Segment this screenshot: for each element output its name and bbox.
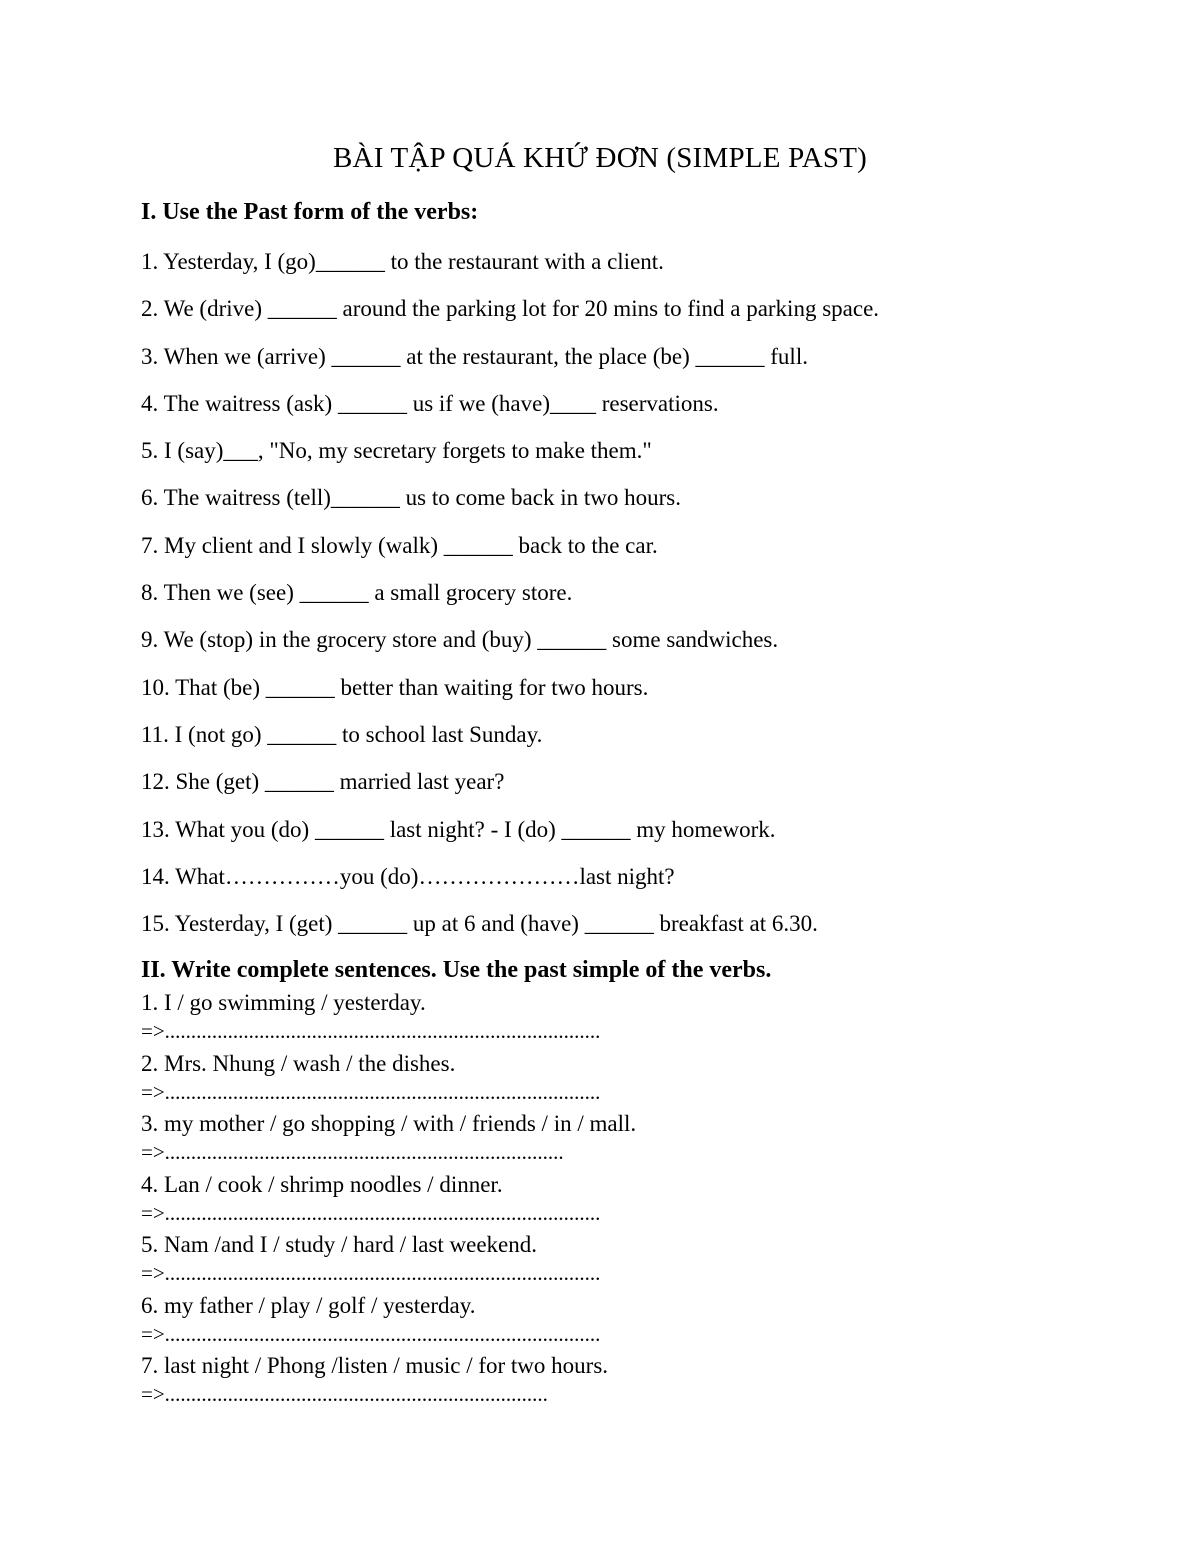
exercise-1-item: 9. We (stop) in the grocery store and (buy) ______ some sandwiches.: [141, 627, 779, 653]
sentence-prompt: 5. Nam /and I / study / hard / last weekend.: [141, 1232, 538, 1257]
exercise-2-item: [141, 1170, 636, 1231]
exercise-2-item: [141, 1049, 636, 1110]
exercise-1-item: 5. I (say)___, "No, my secretary forgets to make them.": [141, 438, 652, 464]
section-1-heading: I. Use the Past form of the verbs:: [141, 199, 479, 225]
exercise-1-item: 8. Then we (see) ______ a small grocery store.: [141, 580, 573, 606]
exercise-1-list: [141, 247, 879, 956]
exercise-1-item: 6. The waitress (tell)______ us to come back in two hours.: [141, 485, 681, 511]
exercise-1-item: 7. My client and I slowly (walk) ______ back to the car.: [141, 532, 658, 558]
exercise-1-item: 4. The waitress (ask) ______ us if we (have)____ reservations.: [141, 390, 719, 416]
exercise-1-item: 12. She (get) ______ married last year?: [141, 769, 505, 795]
answer-line: =>............................................................................: [141, 1140, 564, 1164]
exercise-2-list: [141, 988, 636, 1412]
exercise-2-item: [141, 1291, 636, 1352]
exercise-1-item: 3. When we (arrive) ______ at the restaurant, the place (be) ______ full.: [141, 343, 808, 369]
exercise-2-item: [141, 1230, 636, 1291]
section-2-heading: II. Write complete sentences. Use the past simple of the verbs.: [141, 957, 772, 983]
sentence-prompt: 6. my father / play / golf / yesterday.: [141, 1292, 476, 1318]
exercise-1-item: 1. Yesterday, I (go)______ to the restaurant with a client.: [141, 249, 664, 274]
exercise-1-item: 14. What……………you (do)…………………last night?: [141, 863, 675, 889]
exercise-1-item: 15. Yesterday, I (get) ______ up at 6 and (have) ______ breakfast at 6.30.: [141, 911, 818, 937]
exercise-1-item: 2. We (drive) ______ around the parking lot for 20 mins to find a parking space.: [141, 296, 880, 322]
exercise-1-item: 10. That (be) ______ better than waiting for two hours.: [141, 674, 649, 700]
sentence-prompt: 7. last night / Phong /listen / music / for two hours.: [141, 1353, 609, 1378]
sentence-prompt: 4. Lan / cook / shrimp noodles / dinner.: [141, 1171, 503, 1197]
answer-line: =>...................................................................................: [141, 1200, 601, 1225]
exercise-2-item: [141, 1351, 636, 1412]
sentence-prompt: 2. Mrs. Nhung / wash / the dishes.: [141, 1050, 456, 1076]
answer-line: =>...................................................................................: [141, 1019, 601, 1043]
exercise-2-item: [141, 1109, 636, 1170]
exercise-2-item: [141, 988, 636, 1049]
sentence-prompt: 1. I / go swimming / yesterday.: [141, 990, 426, 1015]
page-title: BÀI TẬP QUÁ KHỨ ĐƠN (SIMPLE PAST): [333, 142, 867, 174]
answer-line: =>...................................................................................: [141, 1321, 601, 1346]
exercise-1-item: 11. I (not go) ______ to school last Sunday.: [141, 721, 543, 747]
exercise-1-item: 13. What you (do) ______ last night? - I (do) ______ my homework.: [141, 816, 776, 842]
sentence-prompt: 3. my mother / go shopping / with / friends / in / mall.: [141, 1111, 637, 1136]
answer-line: =>...................................................................................: [141, 1261, 601, 1285]
answer-line: =>...................................................................................: [141, 1079, 601, 1104]
answer-line: =>.........................................................................: [141, 1382, 548, 1406]
